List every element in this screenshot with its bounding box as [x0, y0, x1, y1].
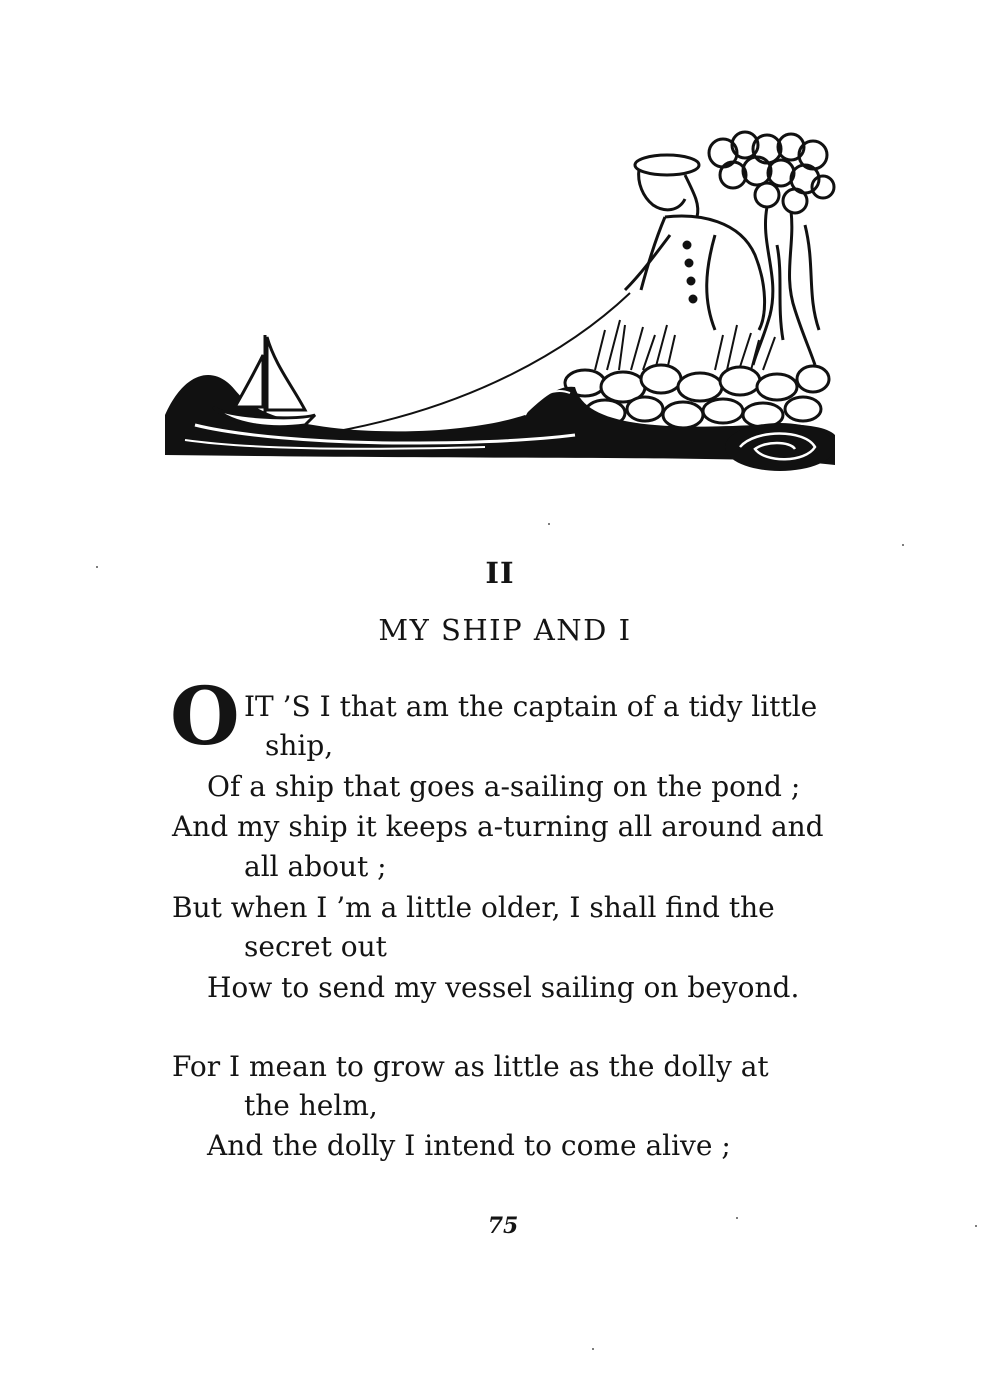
section-numeral: II	[485, 556, 515, 590]
drop-cap: O	[170, 669, 240, 763]
poem-line: How to send my vessel sailing on beyond.	[207, 971, 800, 1004]
poem-line: But when I ’m a little older, I shall find the	[172, 891, 775, 924]
page-number: 75	[487, 1213, 519, 1239]
poem-line: secret out	[244, 930, 387, 963]
poem-line: And the dolly I intend to come alive ;	[207, 1129, 731, 1162]
poem-line: the helm,	[244, 1089, 378, 1122]
tree-foliage	[709, 132, 834, 213]
scan-speck	[902, 544, 904, 546]
scan-speck	[975, 1225, 977, 1227]
scan-speck	[592, 1348, 594, 1350]
poem-line: And my ship it keeps a-turning all around and	[172, 810, 824, 843]
poem-line: Of a ship that goes a-sailing on the pond ;	[207, 770, 801, 803]
scan-speck	[96, 566, 98, 568]
scan-speck	[736, 1217, 738, 1219]
poem-line: For I mean to grow as little as the dolly at	[172, 1050, 769, 1083]
poem-line: IT ’S I that am the captain of a tidy little	[244, 690, 818, 723]
toy-sailboat	[213, 335, 315, 427]
boy-with-toy-ship-illustration	[155, 125, 845, 495]
bushes	[595, 320, 775, 370]
poem-title: MY SHIP AND I	[378, 613, 632, 647]
poem-line: all about ;	[244, 850, 387, 883]
scan-speck	[548, 523, 550, 525]
poem-line: ship,	[265, 729, 334, 762]
